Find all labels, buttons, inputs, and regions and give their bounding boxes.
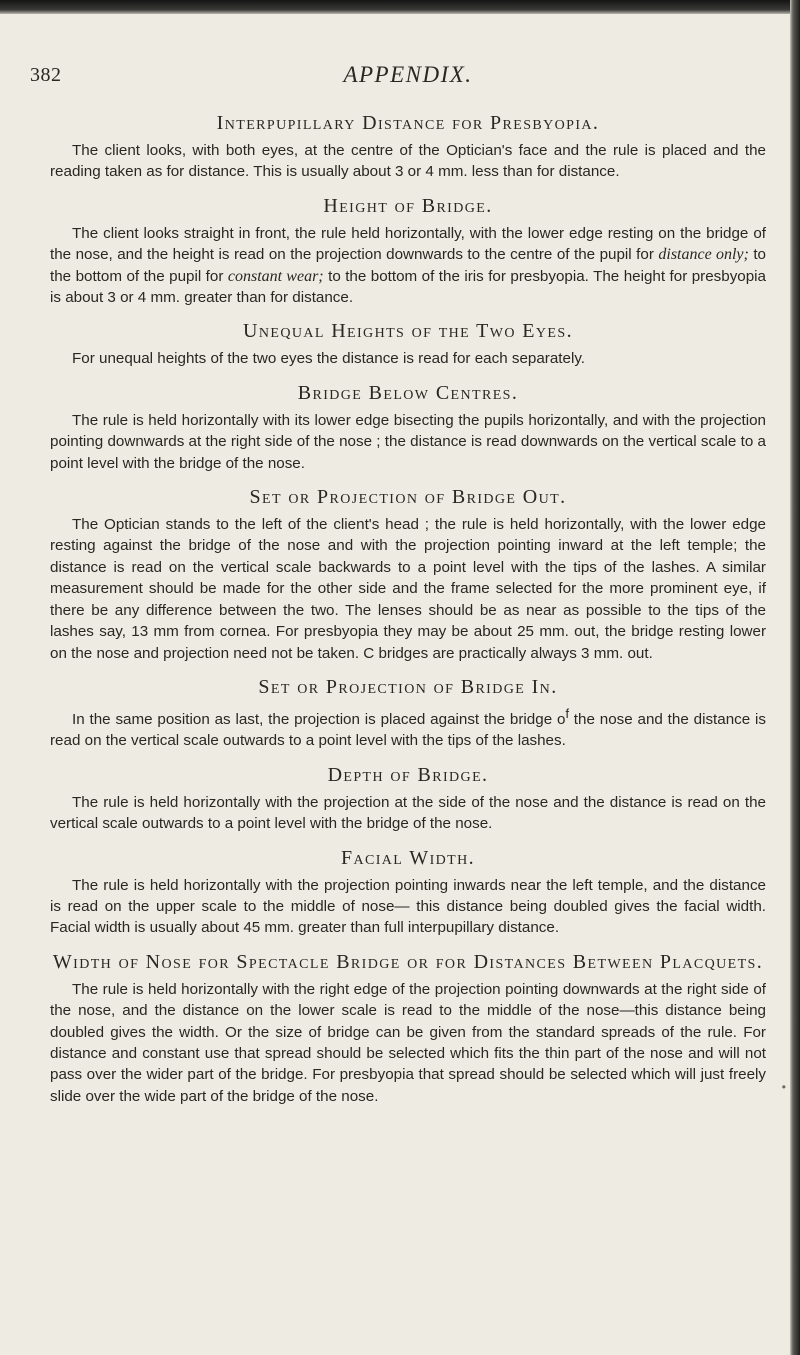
section-heading: Unequal Heights of the Two Eyes. (243, 320, 573, 343)
running-head: APPENDIX. (343, 62, 473, 87)
body-paragraph (50, 979, 766, 1107)
text-run: The client looks, with both eyes, at the centre of the Optician's face and the rule is placed and the reading taken as for distance. This is usually about 3 or 4 mm. less than for distance. (50, 142, 766, 181)
section-heading: Set or Projection of Bridge In. (258, 675, 558, 698)
page-header (30, 62, 766, 108)
italic-text: constant wear; (227, 267, 324, 285)
text-run: The rule is held horizontally with the projection at the side of the nose and the distance is read on the vertical scale outwards to a point level with the bridge of the nose. (50, 793, 766, 833)
section-heading: Interpupillary Distance for Presbyopia. (216, 112, 600, 134)
text-run: The Optician stands to the left of the client's head ; the rule is held horizontally, with the lower edge resting against the bridge of the nose and with the projection pointing inward at the left temple; the distance is read on the vertical scale backwards to a point level with the tips of the lashes. A similar measurement should be made for the other side and the frame selected for the more prominent eye, if there be any difference between the two. The lenses should be as near as possible to the tips of the lashes say, 13 mm from cornea. For presbyopia they may be about 25 mm. out, the bridge resting lower on the nose and projection need not be taken. C bridges are practically always 3 mm. out. (50, 516, 766, 662)
text-run: the nose and the distance is read on the vertical scale outwards to a point level with the tips of the lashes. (50, 710, 767, 750)
body-paragraph (50, 348, 766, 369)
body-paragraph (50, 223, 766, 309)
text-run: The rule is held horizontally with the projection pointing inwards near the left temple, and the distance is read on the upper scale to the middle of nose— this distance being doubled gives the facial width. Facial width is usually about 45 mm. greater than full interpupillary distance. (50, 876, 766, 937)
italic-text: distance only; (658, 246, 749, 264)
section-heading: Width of Nose for Spectacle Bridge or for Distances Between Placquets. (52, 950, 764, 973)
book-page (30, 0, 767, 1355)
page-number: 382 (30, 64, 62, 86)
section-heading: Height of Bridge. (323, 194, 493, 217)
page-content (50, 108, 766, 1107)
scan-right-edge (790, 0, 800, 1355)
section-heading: Bridge Below Centres. (297, 381, 519, 404)
body-paragraph (50, 140, 766, 183)
text-run: to the bottom of the pupil for (50, 246, 766, 285)
body-paragraph (50, 514, 766, 664)
text-run: The rule is held horizontally with its lower edge bisecting the pupils horizontally, and with the projection pointing downwards at the right side of the nose ; the distance is read downwards on the vertical scale to a point level with the bridge of the nose. (50, 411, 766, 472)
body-paragraph (50, 875, 766, 939)
body-paragraph (50, 792, 766, 835)
body-paragraph (50, 410, 766, 474)
text-run: to the bottom of the iris for presbyopia. The height for presbyopia is about 3 or 4 mm. greater than for distance. (50, 267, 767, 307)
margin-speck: • (781, 1080, 786, 1094)
text-run: The client looks straight in front, the rule held horizontally, with the lower edge resting on the bridge of the nose, and the height is read on the projection downwards to the centre of the pupil for (50, 224, 766, 264)
section-heading: Set or Projection of Bridge Out. (249, 486, 567, 509)
body-paragraph (50, 704, 766, 752)
section-heading: Facial Width. (340, 846, 476, 869)
section-heading: Depth of Bridge. (327, 763, 489, 786)
superscript-text: f (565, 706, 569, 721)
text-run: The rule is held horizontally with the right edge of the projection pointing downwards at the right side of the nose, and the distance on the lower scale is read to the middle of the nose—this distance being doubled gives the width. Or the size of bridge can be given from the standard spreads of the rule. For distance and constant use that spread should be selected which fits the thin part of the nose and will not pass over the wider part of the bridge. For presbyopia that spread should be selected which will just freely slide over the wide part of the bridge of the nose. (50, 980, 766, 1105)
text-run: For unequal heights of the two eyes the distance is read for each separately. (72, 350, 586, 368)
text-run: In the same position as last, the projection is placed against the bridge o (72, 710, 566, 728)
